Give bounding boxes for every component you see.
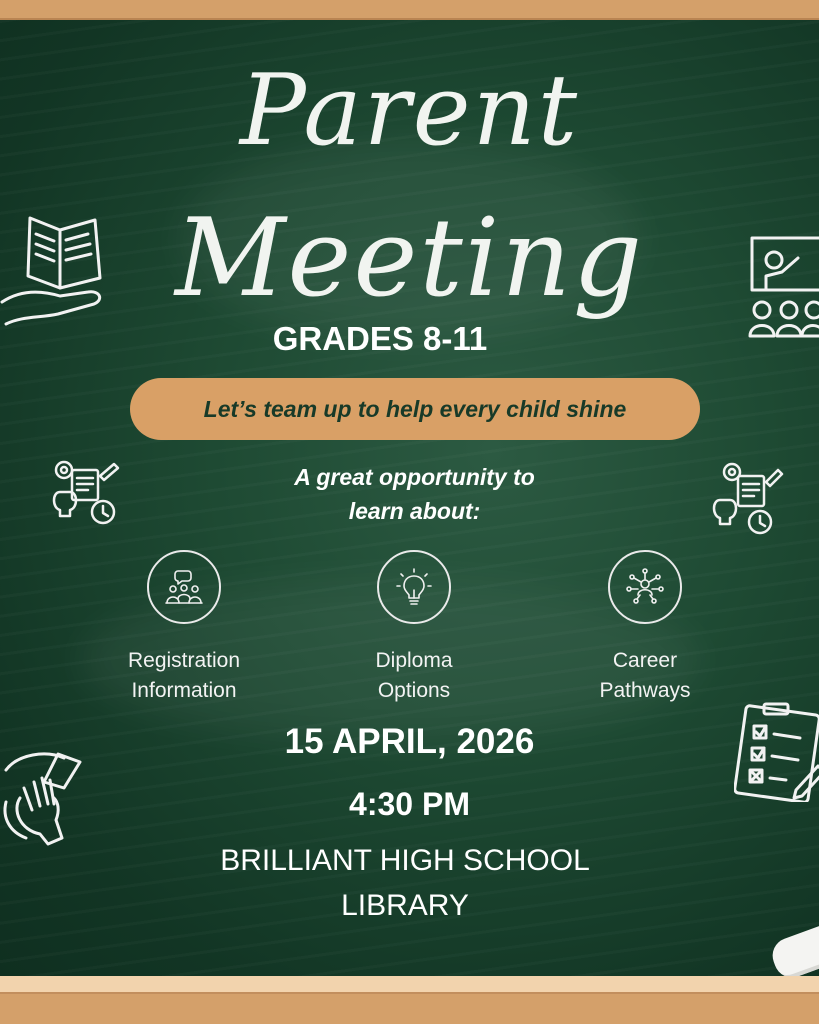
feature-circle xyxy=(377,550,451,624)
tagline-banner xyxy=(130,378,700,440)
grades-label: GRADES 8-11 xyxy=(272,320,488,357)
lightbulb-icon xyxy=(396,568,432,606)
feature-registration-label: Registration Information xyxy=(127,649,241,702)
feature-circle xyxy=(147,550,221,624)
tagline-text: Let’s team up to help every child shine xyxy=(203,395,627,422)
chalk-tray xyxy=(0,976,819,994)
feature-diploma-label: Diploma Options xyxy=(375,649,453,702)
feature-diploma xyxy=(314,550,514,706)
event-time: 4:30 PM xyxy=(349,786,470,822)
event-venue: BRILLIANT HIGH SCHOOL LIBRARY xyxy=(220,844,590,922)
board-frame-top xyxy=(0,0,819,20)
board-frame-bottom xyxy=(0,976,819,1024)
intro-text: A great opportunity to learn about: xyxy=(294,464,535,524)
people-discussion-icon xyxy=(164,569,204,605)
feature-career-label: Career Pathways xyxy=(599,649,691,702)
feature-career xyxy=(545,550,745,706)
network-person-icon xyxy=(626,568,664,606)
event-date: 15 APRIL, 2026 xyxy=(284,722,535,761)
title-parent: Parent xyxy=(239,54,580,168)
chalkboard xyxy=(0,20,819,976)
feature-registration xyxy=(84,550,284,706)
feature-circle xyxy=(608,550,682,624)
title-meeting: Meeting xyxy=(174,196,645,321)
